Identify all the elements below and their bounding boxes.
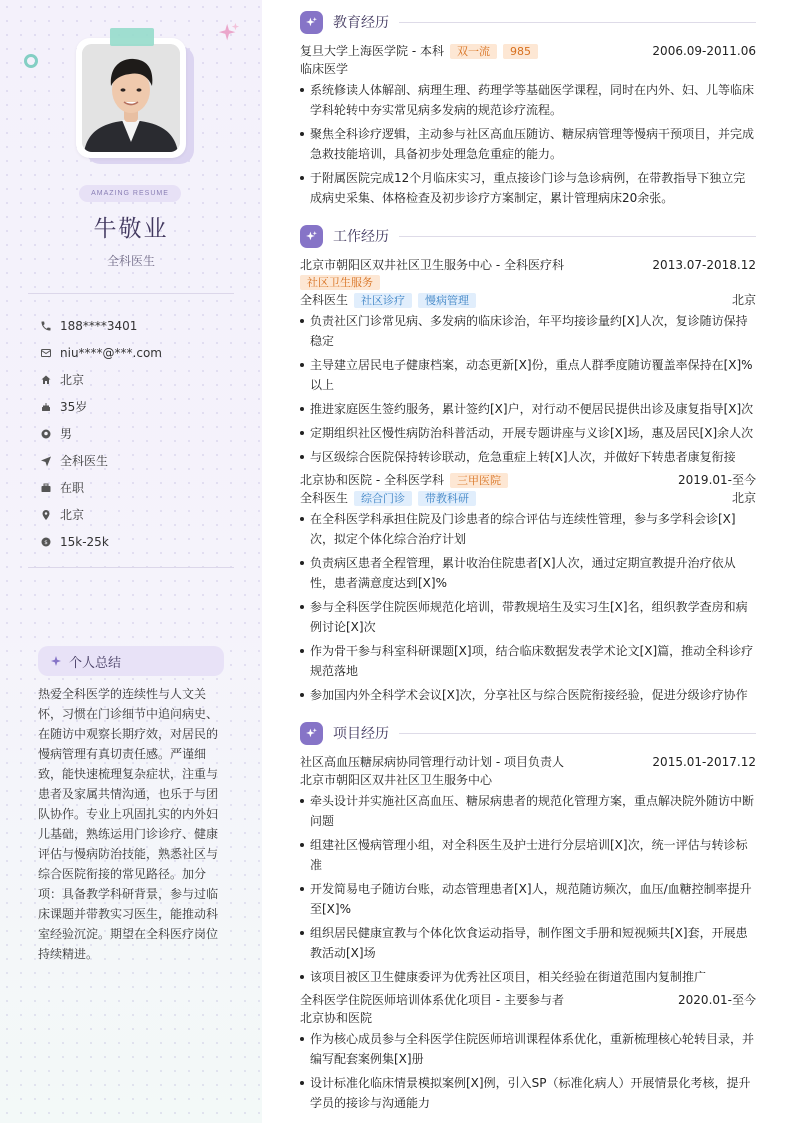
list-item: 与区级综合医院保持转诊联动，危急重症上转[X]人次，并做好下转患者康复衔接 — [300, 447, 756, 467]
info-age: 35岁 — [40, 393, 240, 420]
date: 2006.09-2011.06 — [652, 44, 756, 58]
list-item: 作为核心成员参与全科医学住院医师培训课程体系优化，重新梳理核心轮转目录，并编写配套案例集[X]册 — [300, 1029, 756, 1069]
sparkle-icon — [300, 722, 323, 745]
avatar — [82, 44, 180, 152]
briefcase-icon — [40, 482, 52, 494]
sparkle-icon — [218, 22, 240, 44]
resume-badge: AMAZING RESUME — [79, 185, 181, 202]
tag: 双一流 — [450, 44, 497, 59]
project-name: 社区高血压糖尿病协同管理行动计划 - 项目负责人 — [300, 755, 564, 769]
list-item: 负责病区患者全程管理，累计收治住院患者[X]人次，通过定期宣教提升治疗依从性，患者满意度达到[X]% — [300, 553, 756, 593]
project-entry — [300, 753, 756, 987]
salary-icon — [40, 536, 52, 548]
tag: 社区卫生服务 — [300, 275, 380, 290]
project-org: 北京协和医院 — [300, 1011, 373, 1025]
list-item: 系统修读人体解剖、病理生理、药理学等基础医学课程，同时在内外、妇、儿等临床学科轮转中夯实常见病多发病的规范诊疗流程。 — [300, 80, 756, 120]
info-home: 北京 — [40, 366, 240, 393]
info-position: 全科医生 — [40, 447, 240, 474]
info-phone: 188****3401 — [40, 312, 240, 339]
info-email: niu****@***.com — [40, 339, 240, 366]
sparkle-icon — [50, 655, 62, 667]
section-title: 项目经历 — [333, 726, 389, 742]
candidate-title: 全科医生 — [106, 254, 155, 268]
project-section — [300, 721, 756, 1113]
school-name: 复旦大学上海医学院 - 本科 — [300, 44, 444, 58]
list-item: 参与全科医学住院医师规范化培训，带教规培生及实习生[X]名，组织教学查房和病例讨论[X]次 — [300, 597, 756, 637]
list-item: 推进家庭医生签约服务，累计签约[X]户，对行动不便居民提供出诊及康复指导[X]次 — [300, 399, 756, 419]
date: 2013.07-2018.12 — [652, 258, 756, 272]
cake-icon — [40, 401, 52, 413]
list-item: 作为骨干参与科室科研课题[X]项，结合临床数据发表学术论文[X]篇，推动全科诊疗规范落地 — [300, 641, 756, 681]
list-item: 负责社区门诊常见病、多发病的临床诊治，年平均接诊量约[X]人次，复诊随访保持稳定 — [300, 311, 756, 351]
education-section — [300, 10, 756, 208]
list-item: 主导建立居民电子健康档案，动态更新[X]份，重点人群季度随访覆盖率保持在[X]%以上 — [300, 355, 756, 395]
section-title: 工作经历 — [333, 229, 389, 245]
major: 临床医学 — [300, 62, 349, 76]
sidebar-divider — [28, 293, 234, 294]
tag: 社区诊疗 — [354, 293, 412, 308]
job-entry — [300, 256, 756, 467]
list-item: 参加国内外全科学术会议[X]次，分享社区与综合医院衔接经验，促进分级诊疗协作 — [300, 685, 756, 705]
date: 2019.01-至今 — [678, 473, 756, 487]
city: 北京 — [731, 293, 756, 307]
project-org: 北京市朝阳区双井社区卫生服务中心 — [300, 773, 493, 787]
org-name: 北京协和医院 - 全科医学科 — [300, 473, 444, 487]
project-entry — [300, 991, 756, 1113]
info-status: 在职 — [40, 474, 240, 501]
section-title: 教育经历 — [333, 15, 389, 31]
send-icon — [40, 455, 52, 467]
date: 2020.01-至今 — [678, 993, 756, 1007]
list-item: 在全科医学科承担住院及门诊患者的综合评估与连续性管理，参与多学科会诊[X]次，拟定个体化综合治疗计划 — [300, 509, 756, 549]
main-content — [300, 10, 756, 1123]
summary-text: 热爱全科医学的连续性与人文关怀，习惯在门诊细节中追问病史、在随访中观察长期疗效，对居民的慢病管理有真切责任感。严谨细致，能快速梳理复杂症状，注重与患者及家属共情沟通，也乐于与团队协作。专业上巩固扎实的内外妇儿基础，熟练运用门诊诊疗、健康评估与慢病防治技能，熟悉社区与综合医院衔接的常见路径。加分项：具备教学科研背景，参与过临床课题并带教实习医生，能推动科室经验沉淀。期望在全科医疗岗位持续精进。 — [38, 687, 219, 961]
job-entry — [300, 471, 756, 705]
contact-info — [40, 312, 240, 555]
list-item: 设计标准化临床情景模拟案例[X]例，引入SP（标准化病人）开展情景化考核，提升学员的接诊与沟通能力 — [300, 1073, 756, 1113]
summary-heading: 个人总结 — [38, 646, 224, 676]
phone-icon — [40, 320, 52, 332]
mail-icon — [40, 347, 52, 359]
tag: 三甲医院 — [450, 473, 508, 488]
position: 全科医生 — [300, 293, 349, 307]
info-gender: 男 — [40, 420, 240, 447]
sparkle-icon — [300, 11, 323, 34]
list-item: 聚焦全科诊疗逻辑，主动参与社区高血压随访、糖尿病管理等慢病干预项目，并完成急救技能培训，具备初步处理急危重症的能力。 — [300, 124, 756, 164]
list-item: 牵头设计并实施社区高血压、糖尿病患者的规范化管理方案，重点解决院外随访中断问题 — [300, 791, 756, 831]
date: 2015.01-2017.12 — [652, 755, 756, 769]
position: 全科医生 — [300, 491, 349, 505]
decorative-ring-icon — [24, 54, 38, 68]
info-salary: $ 15k-25k — [40, 528, 240, 555]
list-item: 于附属医院完成12个月临床实习，重点接诊门诊与急诊病例，在带教指导下独立完成病史采集、体格检查及初步诊疗方案制定，累计管理病床20余张。 — [300, 168, 756, 208]
list-item: 组织居民健康宣教与个体化饮食运动指导，制作图文手册和短视频共[X]套，开展患教活动[X]场 — [300, 923, 756, 963]
info-location: 北京 — [40, 501, 240, 528]
home-icon — [40, 374, 52, 386]
tag: 慢病管理 — [418, 293, 476, 308]
sidebar — [0, 0, 262, 1123]
candidate-name: 牛敬业 — [93, 216, 169, 242]
list-item: 组建社区慢病管理小组，对全科医生及护士进行分层培训[X]次，统一评估与转诊标准 — [300, 835, 756, 875]
project-name: 全科医学住院医师培训体系优化项目 - 主要参与者 — [300, 993, 564, 1007]
sidebar-divider — [28, 567, 234, 568]
gender-icon — [40, 428, 52, 440]
svg-text:$: $ — [44, 539, 48, 546]
sparkle-icon — [300, 225, 323, 248]
list-item: 该项目被区卫生健康委评为优秀社区项目，相关经验在街道范围内复制推广 — [300, 967, 756, 987]
tag: 综合门诊 — [354, 491, 412, 506]
list-item: 定期组织社区慢性病防治科普活动，开展专题讲座与义诊[X]场，惠及居民[X]余人次 — [300, 423, 756, 443]
list-item: 开发简易电子随访台账，动态管理患者[X]人，规范随访频次，血压/血糖控制率提升至[X]% — [300, 879, 756, 919]
tag: 带教科研 — [418, 491, 476, 506]
location-icon — [40, 509, 52, 521]
work-section — [300, 224, 756, 705]
photo-tape — [110, 28, 154, 46]
profile-photo — [76, 38, 188, 160]
city: 北京 — [731, 491, 756, 505]
tag: 985 — [503, 44, 538, 59]
org-name: 北京市朝阳区双井社区卫生服务中心 - 全科医疗科 — [300, 258, 564, 272]
